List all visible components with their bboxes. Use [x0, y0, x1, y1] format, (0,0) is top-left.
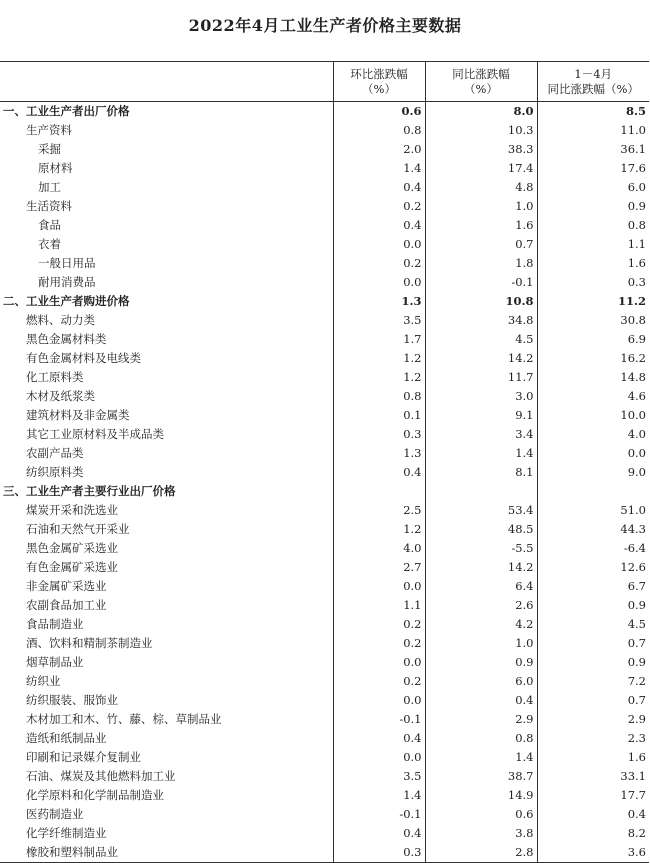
ytd-yoy-value: 0.8 — [537, 216, 649, 235]
mom-value: 2.7 — [333, 558, 425, 577]
yoy-value: -0.1 — [425, 273, 537, 292]
ytd-yoy-value: 8.2 — [537, 824, 649, 843]
mom-value: 2.5 — [333, 501, 425, 520]
yoy-value: 38.3 — [425, 140, 537, 159]
yoy-value: 1.4 — [425, 444, 537, 463]
yoy-value: 1.0 — [425, 197, 537, 216]
table-row — [0, 311, 649, 330]
mom-value: 0.4 — [333, 824, 425, 843]
mom-value: 0.3 — [333, 425, 425, 444]
ytd-yoy-value: 6.7 — [537, 577, 649, 596]
table-row — [0, 596, 649, 615]
ytd-yoy-value: 6.0 — [537, 178, 649, 197]
mom-value: -0.1 — [333, 710, 425, 729]
row-label: 农副食品加工业 — [26, 598, 107, 612]
table-row — [0, 691, 649, 710]
row-label: 生活资料 — [26, 199, 72, 213]
mom-value: 4.0 — [333, 539, 425, 558]
yoy-value: 10.3 — [425, 121, 537, 140]
yoy-value: 4.8 — [425, 178, 537, 197]
ytd-yoy-value: 1.6 — [537, 254, 649, 273]
row-label: 采掘 — [38, 142, 61, 156]
mom-value: 0.0 — [333, 748, 425, 767]
row-label: 化学纤维制造业 — [26, 826, 107, 840]
table-row — [0, 159, 649, 178]
yoy-value: 34.8 — [425, 311, 537, 330]
yoy-value: 1.8 — [425, 254, 537, 273]
table-row — [0, 406, 649, 425]
ytd-yoy-value: 11.0 — [537, 121, 649, 140]
ytd-yoy-value: 11.2 — [537, 292, 649, 311]
ytd-yoy-value: 6.9 — [537, 330, 649, 349]
row-label: 燃料、动力类 — [26, 313, 95, 327]
yoy-value: 14.9 — [425, 786, 537, 805]
yoy-value: -5.5 — [425, 539, 537, 558]
mom-value: 1.4 — [333, 786, 425, 805]
row-label: 原材料 — [38, 161, 73, 175]
table-row — [0, 824, 649, 843]
table-row — [0, 501, 649, 520]
table-row — [0, 140, 649, 159]
row-label: 印刷和记录媒介复制业 — [26, 750, 141, 764]
ytd-yoy-value: 4.0 — [537, 425, 649, 444]
yoy-value: 10.8 — [425, 292, 537, 311]
mom-value: 2.0 — [333, 140, 425, 159]
mom-value: 1.2 — [333, 349, 425, 368]
ytd-yoy-value: 44.3 — [537, 520, 649, 539]
table-row — [0, 767, 649, 786]
row-label: 有色金属矿采选业 — [26, 560, 118, 574]
row-label: 烟草制品业 — [26, 655, 84, 669]
table-row — [0, 577, 649, 596]
yoy-value: 0.7 — [425, 235, 537, 254]
row-label: 有色金属材料及电线类 — [26, 351, 141, 365]
row-label: 橡胶和塑料制品业 — [0, 843, 333, 863]
price-data-table — [0, 61, 649, 863]
mom-value: 1.2 — [333, 520, 425, 539]
row-label: 石油和天然气开采业 — [26, 522, 130, 536]
mom-value: 0.4 — [333, 729, 425, 748]
mom-value — [333, 482, 425, 501]
table-row — [0, 539, 649, 558]
ytd-yoy-value: -6.4 — [537, 539, 649, 558]
ytd-yoy-value: 2.3 — [537, 729, 649, 748]
mom-value: 0.8 — [333, 387, 425, 406]
table-row — [0, 216, 649, 235]
table-row — [0, 121, 649, 140]
ytd-yoy-value: 9.0 — [537, 463, 649, 482]
section-row — [0, 292, 649, 311]
yoy-value: 1.6 — [425, 216, 537, 235]
yoy-value: 14.2 — [425, 558, 537, 577]
mom-value: 0.3 — [333, 843, 425, 863]
yoy-value: 17.4 — [425, 159, 537, 178]
yoy-value: 2.8 — [425, 843, 537, 863]
mom-value: 1.3 — [333, 444, 425, 463]
mom-value: 1.7 — [333, 330, 425, 349]
mom-value: 0.0 — [333, 691, 425, 710]
row-label: 造纸和纸制品业 — [26, 731, 107, 745]
row-label: 医药制造业 — [26, 807, 84, 821]
ytd-yoy-value: 33.1 — [537, 767, 649, 786]
yoy-value: 14.2 — [425, 349, 537, 368]
ytd-yoy-value: 17.7 — [537, 786, 649, 805]
yoy-value: 6.4 — [425, 577, 537, 596]
ytd-yoy-value: 30.8 — [537, 311, 649, 330]
row-label: 一、工业生产者出厂价格 — [3, 104, 130, 118]
table-row — [0, 748, 649, 767]
mom-value: 0.2 — [333, 672, 425, 691]
row-label: 食品 — [38, 218, 61, 232]
yoy-value: 2.9 — [425, 710, 537, 729]
table-row — [0, 672, 649, 691]
yoy-value: 9.1 — [425, 406, 537, 425]
table-row — [0, 729, 649, 748]
table-row — [0, 235, 649, 254]
table-row — [0, 634, 649, 653]
mom-value: 0.6 — [333, 102, 425, 122]
mom-value: 0.0 — [333, 577, 425, 596]
ytd-yoy-value: 0.9 — [537, 197, 649, 216]
mom-value: 0.2 — [333, 197, 425, 216]
ytd-yoy-value: 8.5 — [537, 102, 649, 122]
row-label: 酒、饮料和精制茶制造业 — [26, 636, 153, 650]
ytd-yoy-value: 1.1 — [537, 235, 649, 254]
table-header-row — [0, 62, 649, 102]
table-body — [0, 102, 649, 863]
header-ytd-yoy-change: 1－4月 同比涨跌幅（%） — [537, 62, 649, 102]
mom-value: 3.5 — [333, 311, 425, 330]
yoy-value: 0.8 — [425, 729, 537, 748]
table-row — [0, 197, 649, 216]
mom-value: 1.1 — [333, 596, 425, 615]
yoy-value: 2.6 — [425, 596, 537, 615]
ytd-yoy-value: 12.6 — [537, 558, 649, 577]
ytd-yoy-value: 10.0 — [537, 406, 649, 425]
ytd-yoy-value: 1.6 — [537, 748, 649, 767]
table-row — [0, 653, 649, 672]
row-label: 木材加工和木、竹、藤、棕、草制品业 — [26, 712, 222, 726]
mom-value: 1.3 — [333, 292, 425, 311]
row-label: 建筑材料及非金属类 — [26, 408, 130, 422]
mom-value: 1.2 — [333, 368, 425, 387]
mom-value: 0.4 — [333, 216, 425, 235]
row-label: 化工原料类 — [26, 370, 84, 384]
ytd-yoy-value: 0.4 — [537, 805, 649, 824]
table-row — [0, 368, 649, 387]
header-mom-change: 环比涨跌幅 （%） — [333, 62, 425, 102]
row-label: 二、工业生产者购进价格 — [3, 294, 130, 308]
ytd-yoy-value: 36.1 — [537, 140, 649, 159]
ytd-yoy-value: 0.9 — [537, 653, 649, 672]
yoy-value: 48.5 — [425, 520, 537, 539]
ytd-yoy-value: 16.2 — [537, 349, 649, 368]
ytd-yoy-value: 0.9 — [537, 596, 649, 615]
row-label: 生产资料 — [26, 123, 72, 137]
table-row — [0, 273, 649, 292]
row-label: 加工 — [38, 180, 61, 194]
row-label: 纺织服装、服饰业 — [26, 693, 118, 707]
yoy-value: 3.4 — [425, 425, 537, 444]
mom-value: 0.0 — [333, 653, 425, 672]
row-label: 黑色金属矿采选业 — [26, 541, 118, 555]
row-label: 非金属矿采选业 — [26, 579, 107, 593]
row-label: 其它工业原材料及半成品类 — [26, 427, 164, 441]
ytd-yoy-value — [537, 482, 649, 501]
page-title: 2022年4月工业生产者价格主要数据 — [188, 16, 462, 35]
yoy-value: 0.9 — [425, 653, 537, 672]
ytd-yoy-value: 0.0 — [537, 444, 649, 463]
row-label: 木材及纸浆类 — [26, 389, 95, 403]
mom-value: 1.4 — [333, 159, 425, 178]
mom-value: 0.4 — [333, 178, 425, 197]
table-row — [0, 349, 649, 368]
ytd-yoy-value: 4.5 — [537, 615, 649, 634]
ytd-yoy-value: 14.8 — [537, 368, 649, 387]
mom-value: -0.1 — [333, 805, 425, 824]
header-category — [0, 62, 333, 102]
yoy-value: 4.5 — [425, 330, 537, 349]
row-label: 煤炭开采和洗选业 — [26, 503, 118, 517]
yoy-value: 0.6 — [425, 805, 537, 824]
ytd-yoy-value: 0.7 — [537, 634, 649, 653]
yoy-value — [425, 482, 537, 501]
ytd-yoy-value: 4.6 — [537, 387, 649, 406]
row-label: 化学原料和化学制品制造业 — [26, 788, 164, 802]
yoy-value: 11.7 — [425, 368, 537, 387]
ytd-yoy-value: 7.2 — [537, 672, 649, 691]
ytd-yoy-value: 3.6 — [537, 843, 649, 863]
mom-value: 0.4 — [333, 463, 425, 482]
ytd-yoy-value: 17.6 — [537, 159, 649, 178]
table-row — [0, 786, 649, 805]
table-row — [0, 805, 649, 824]
mom-value: 3.5 — [333, 767, 425, 786]
yoy-value: 38.7 — [425, 767, 537, 786]
yoy-value: 4.2 — [425, 615, 537, 634]
table-row — [0, 558, 649, 577]
mom-value: 0.0 — [333, 235, 425, 254]
table-row — [0, 520, 649, 539]
row-label: 耐用消费品 — [38, 275, 96, 289]
row-label: 衣着 — [38, 237, 61, 251]
table-row — [0, 254, 649, 273]
ytd-yoy-value: 51.0 — [537, 501, 649, 520]
table-row — [0, 330, 649, 349]
yoy-value: 0.4 — [425, 691, 537, 710]
yoy-value: 3.0 — [425, 387, 537, 406]
mom-value: 0.2 — [333, 634, 425, 653]
row-label: 纺织业 — [26, 674, 61, 688]
ytd-yoy-value: 0.3 — [537, 273, 649, 292]
mom-value: 0.1 — [333, 406, 425, 425]
table-row — [0, 178, 649, 197]
row-label: 石油、煤炭及其他燃料加工业 — [26, 769, 176, 783]
row-label: 一般日用品 — [38, 256, 96, 270]
table-row — [0, 463, 649, 482]
section-row — [0, 102, 649, 122]
row-label: 黑色金属材料类 — [26, 332, 107, 346]
row-label: 三、工业生产者主要行业出厂价格 — [3, 484, 176, 498]
mom-value: 0.2 — [333, 254, 425, 273]
yoy-value: 6.0 — [425, 672, 537, 691]
row-label: 纺织原料类 — [26, 465, 84, 479]
yoy-value: 8.0 — [425, 102, 537, 122]
table-row — [0, 425, 649, 444]
table-row — [0, 387, 649, 406]
row-label: 农副产品类 — [26, 446, 84, 460]
yoy-value: 3.8 — [425, 824, 537, 843]
table-row — [0, 444, 649, 463]
mom-value: 0.8 — [333, 121, 425, 140]
yoy-value: 1.4 — [425, 748, 537, 767]
table-row — [0, 615, 649, 634]
header-yoy-change: 同比涨跌幅 （%） — [425, 62, 537, 102]
row-label: 食品制造业 — [26, 617, 84, 631]
yoy-value: 8.1 — [425, 463, 537, 482]
ytd-yoy-value: 0.7 — [537, 691, 649, 710]
section-row — [0, 482, 649, 501]
yoy-value: 1.0 — [425, 634, 537, 653]
table-row — [0, 710, 649, 729]
mom-value: 0.2 — [333, 615, 425, 634]
mom-value: 0.0 — [333, 273, 425, 292]
ytd-yoy-value: 2.9 — [537, 710, 649, 729]
yoy-value: 53.4 — [425, 501, 537, 520]
